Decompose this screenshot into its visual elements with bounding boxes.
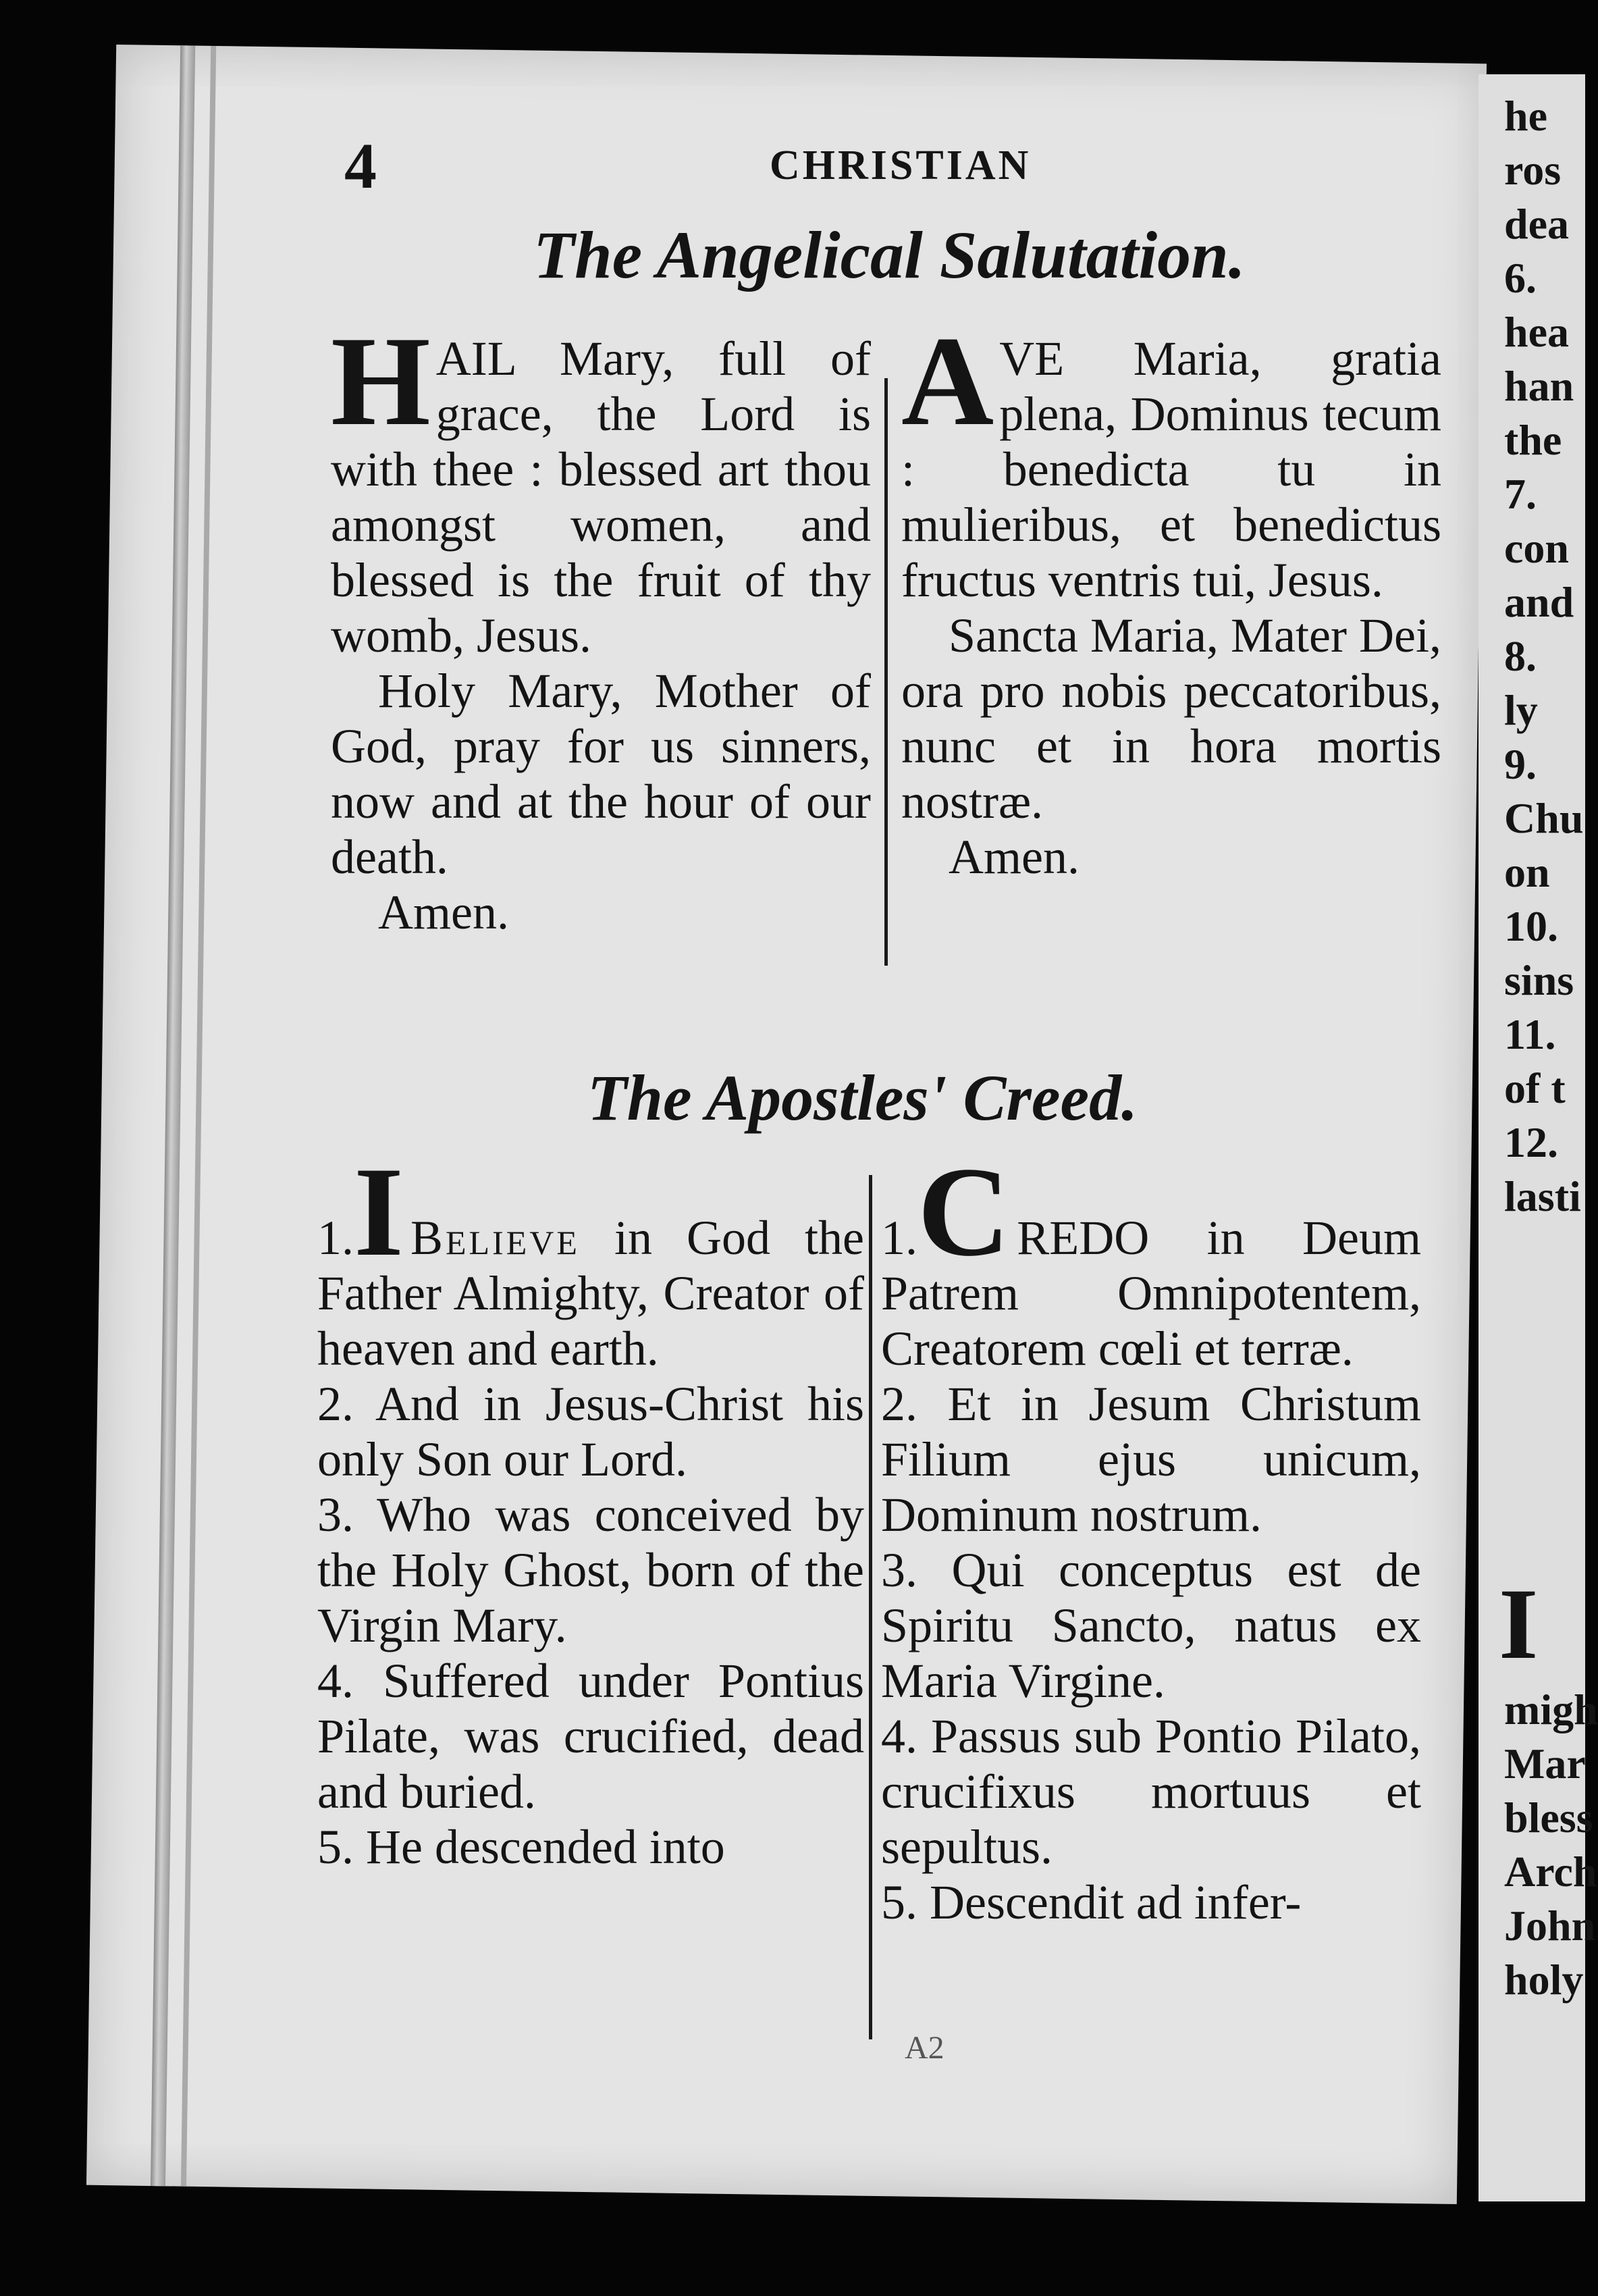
adjacent-fragment: he [1504, 92, 1547, 140]
column-divider [884, 378, 888, 966]
adjacent-fragment: I [1499, 1568, 1539, 1680]
adjacent-fragment: of t [1504, 1064, 1566, 1112]
apostles-creed-title: The Apostles' Creed. [587, 1062, 1138, 1134]
article-1-text: REDO in Deum Patrem Omnipotentem, Creatorem cœli et terræ. [881, 1211, 1421, 1376]
adjacent-fragment: 10. [1504, 902, 1558, 950]
signature-mark: A2 [905, 2030, 944, 2066]
salutation-latin-amen: Amen. [949, 830, 1080, 884]
adjacent-fragment: migh [1504, 1686, 1598, 1733]
salutation-english-para-2: Holy Mary, Mother of God, pray for us sinners, now and at the hour of our death. [331, 664, 871, 884]
adjacent-fragment: 6. [1504, 254, 1537, 302]
adjacent-fragment: 7. [1504, 470, 1537, 518]
adjacent-fragment: ly [1504, 686, 1538, 734]
creed-latin-article-2: 2. Et in Jesum Christum Filium ejus unicum, Dominum nostrum. [881, 1377, 1421, 1542]
adjacent-fragment: 12. [1504, 1118, 1558, 1166]
salutation-latin-para-1: VE Maria, gratia plena, Dominus tecum : benedicta tu in mulieribus, et benedictus fructus ventris tui, Jesus. [901, 332, 1441, 607]
creed-english-article-4: 4. Suffered under Pontius Pilate, was crucified, dead and buried. [317, 1654, 864, 1819]
creed-english-article-3: 3. Who was conceived by the Holy Ghost, born of the Virgin Mary. [317, 1488, 864, 1652]
adjacent-fragment: on [1504, 848, 1550, 896]
apostles-creed-latin [881, 1141, 1421, 1930]
creed-latin-article-3: 3. Qui conceptus est de Spiritu Sancto, natus ex Maria Virgine. [881, 1543, 1421, 1708]
adjacent-fragment: Arch [1504, 1848, 1597, 1896]
adjacent-fragment: sins [1504, 956, 1574, 1004]
salutation-english-amen: Amen. [378, 885, 509, 939]
salutation-english-para-1: AIL Mary, full of grace, the Lord is with thee : blessed art thou amongst women, and blessed is the fruit of thy womb, Jesus. [331, 332, 871, 662]
angelical-salutation-title: The Angelical Salutation. [533, 217, 1246, 292]
article-number: 1. [881, 1211, 917, 1265]
adjacent-fragment: bless [1504, 1794, 1593, 1842]
adjacent-fragment: dea [1504, 200, 1569, 248]
adjacent-fragment: Mar [1504, 1740, 1586, 1788]
adjacent-fragment: 8. [1504, 632, 1537, 680]
dropcap-i: I [354, 1141, 404, 1283]
running-title: CHRISTIAN [770, 142, 1032, 188]
article-number: 1. [317, 1211, 354, 1265]
apostles-creed-english [317, 1141, 864, 1875]
adjacent-fragment: 11. [1504, 1010, 1556, 1058]
adjacent-fragment: 9. [1504, 740, 1537, 788]
creed-english-article-5: 5. He descended into [317, 1820, 725, 1874]
salutation-latin-para-2: Sancta Maria, Mater Dei, ora pro nobis peccatoribus, nunc et in hora mortis nostræ. [901, 608, 1441, 829]
dropcap-c: C [917, 1141, 1011, 1283]
adjacent-fragment: John [1504, 1902, 1596, 1950]
adjacent-fragment: and [1504, 578, 1574, 626]
angelical-salutation-english [331, 311, 871, 940]
creed-latin-article-5: 5. Descendit ad infer- [881, 1875, 1302, 1929]
dropcap-h: H [331, 311, 431, 452]
adjacent-page [1479, 74, 1598, 2201]
adjacent-fragment: Chu [1504, 794, 1584, 842]
article-1-text: in God the Father Almighty, Creator of heaven and earth. [317, 1211, 864, 1376]
angelical-salutation-latin [901, 311, 1441, 885]
dropcap-a: A [901, 311, 994, 452]
adjacent-fragment: holy [1504, 1956, 1584, 2004]
adjacent-fragment: the [1504, 416, 1562, 464]
creed-latin-article-4: 4. Passus sub Pontio Pilato, crucifixus mortuus et sepultus. [881, 1709, 1421, 1874]
adjacent-fragment: con [1504, 524, 1569, 572]
adjacent-fragment: han [1504, 362, 1574, 410]
column-divider [869, 1175, 872, 2039]
page-number: 4 [344, 130, 377, 202]
adjacent-fragment: ros [1504, 146, 1562, 194]
adjacent-fragment: lasti [1504, 1172, 1581, 1220]
adjacent-fragment: hea [1504, 308, 1569, 356]
creed-english-article-2: 2. And in Jesus-Christ his only Son our Lord. [317, 1377, 864, 1486]
first-word: Believe [410, 1211, 580, 1265]
